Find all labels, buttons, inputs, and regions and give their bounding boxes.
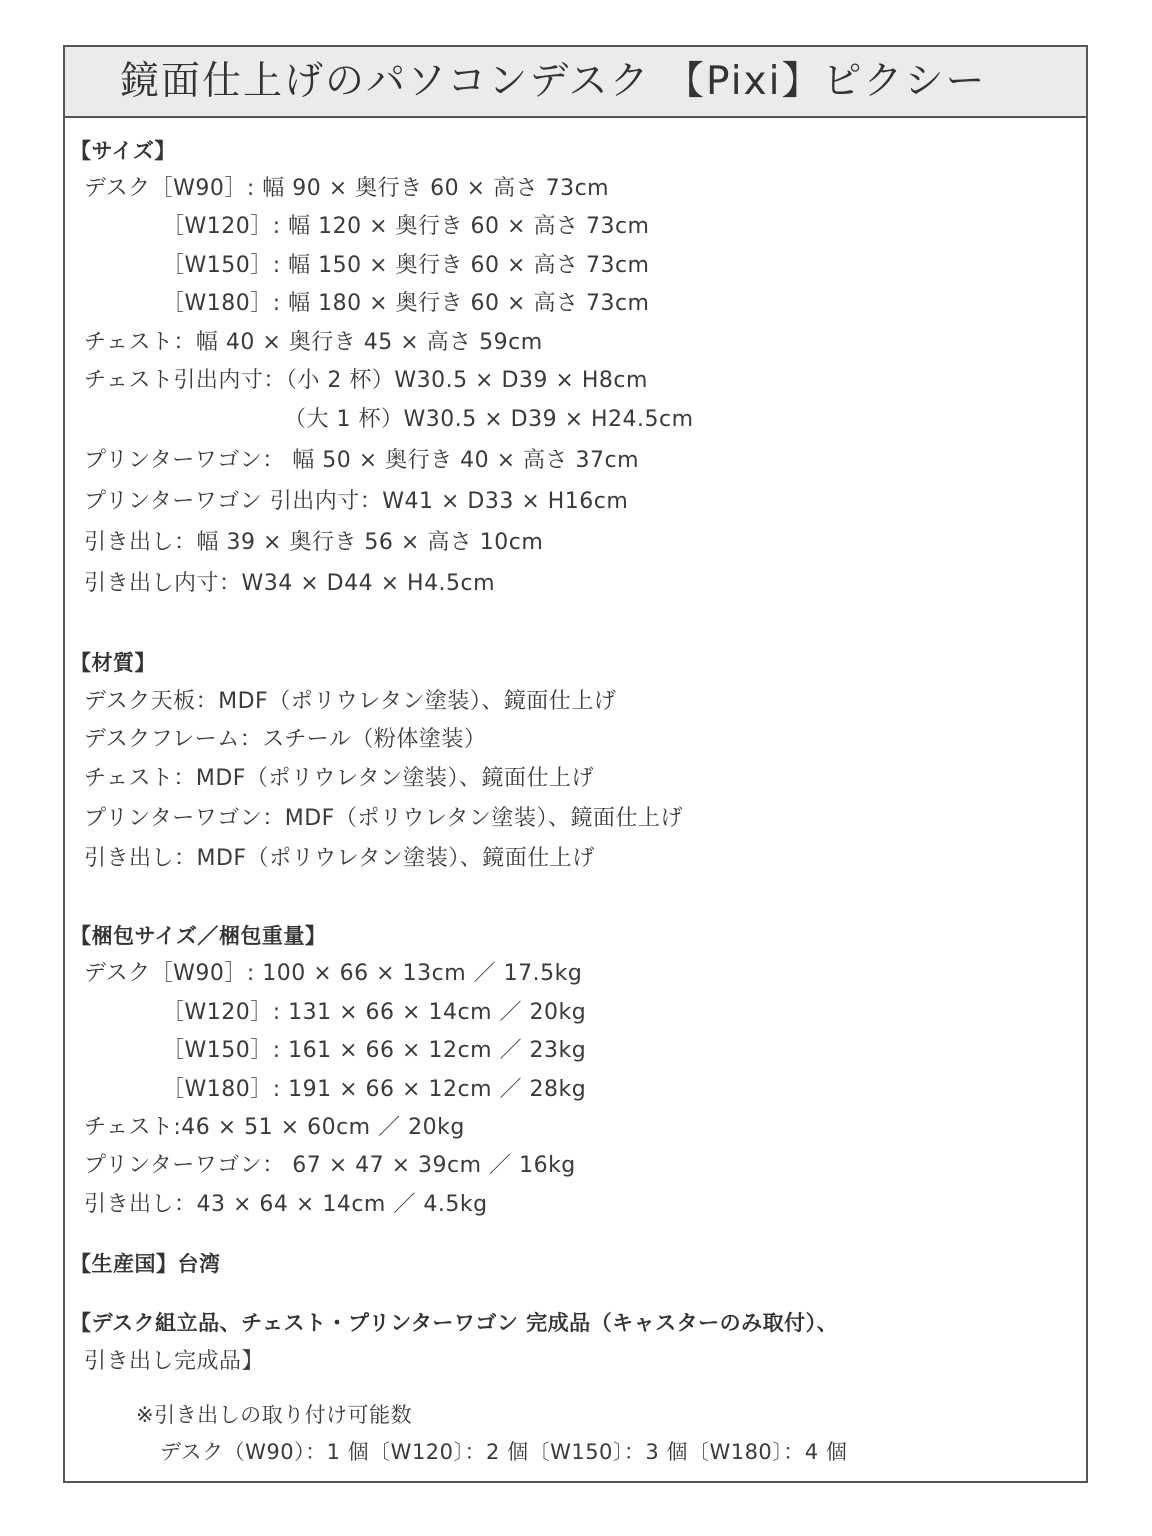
size-desk-w180: ［W180］: 幅 180 × 奥行き 60 × 高さ 73cm <box>162 291 650 316</box>
package-desk-w120: ［W120］: 131 × 66 × 14cm ／ 20kg <box>162 1000 587 1025</box>
assembly-line-1: 【デスク組立品、チェスト・プリンターワゴン 完成品（キャスターのみ取付）、 <box>70 1311 839 1335</box>
material-desk-top: デスク天板：MDF（ポリウレタン塗装）、鏡面仕上げ <box>84 689 617 714</box>
size-chest-inner-large: （大 1 杯）W30.5 × D39 × H24.5cm <box>284 407 694 432</box>
package-heading: 【梱包サイズ／梱包重量】 <box>70 924 327 948</box>
size-chest: チェスト：幅 40 × 奥行き 45 × 高さ 59cm <box>84 330 543 355</box>
size-wagon-inner: プリンターワゴン 引出内寸：W41 × D33 × H16cm <box>84 489 629 514</box>
package-desk-w90: デスク［W90］: 100 × 66 × 13cm ／ 17.5kg <box>84 961 583 986</box>
size-desk-w120: ［W120］: 幅 120 × 奥行き 60 × 高さ 73cm <box>162 214 650 239</box>
package-drawer: 引き出し：43 × 64 × 14cm ／ 4.5kg <box>84 1192 488 1217</box>
material-desk-frame: デスクフレーム：スチール（粉体塗装） <box>84 727 487 752</box>
size-wagon: プリンターワゴン： 幅 50 × 奥行き 40 × 高さ 37cm <box>84 448 640 473</box>
note-detail: デスク（W90）：1 個〔W120〕：2 個〔W150〕：3 個〔W180〕：4 個 <box>160 1440 848 1464</box>
package-desk-w180: ［W180］: 191 × 66 × 12cm ／ 28kg <box>162 1077 587 1102</box>
page-title: 鏡面仕上げのパソコンデスク 【Pixi】ピクシー <box>120 59 987 104</box>
material-heading: 【材質】 <box>70 651 156 675</box>
size-desk-w150: ［W150］: 幅 150 × 奥行き 60 × 高さ 73cm <box>162 253 650 278</box>
package-desk-w150: ［W150］: 161 × 66 × 12cm ／ 23kg <box>162 1038 587 1063</box>
material-wagon: プリンターワゴン：MDF（ポリウレタン塗装）、鏡面仕上げ <box>84 806 683 831</box>
package-wagon: プリンターワゴン： 67 × 47 × 39cm ／ 16kg <box>84 1153 576 1178</box>
material-chest: チェスト：MDF（ポリウレタン塗装）、鏡面仕上げ <box>84 766 595 791</box>
note-heading: ※引き出しの取り付け可能数 <box>136 1403 413 1427</box>
size-desk-w90: デスク［W90］: 幅 90 × 奥行き 60 × 高さ 73cm <box>84 176 610 201</box>
size-drawer: 引き出し：幅 39 × 奥行き 56 × 高さ 10cm <box>84 530 544 555</box>
size-drawer-inner: 引き出し内寸：W34 × D44 × H4.5cm <box>84 571 496 596</box>
material-drawer: 引き出し：MDF（ポリウレタン塗装）、鏡面仕上げ <box>84 846 595 871</box>
size-heading: 【サイズ】 <box>70 139 176 163</box>
origin: 【生産国】台湾 <box>70 1252 221 1276</box>
title-bar <box>65 47 1086 118</box>
assembly-line-2: 引き出し完成品】 <box>84 1349 265 1374</box>
package-chest: チェスト:46 × 51 × 60cm ／ 20kg <box>84 1115 465 1140</box>
size-chest-inner-small: チェスト引出内寸：（小 2 杯）W30.5 × D39 × H8cm <box>84 368 648 393</box>
